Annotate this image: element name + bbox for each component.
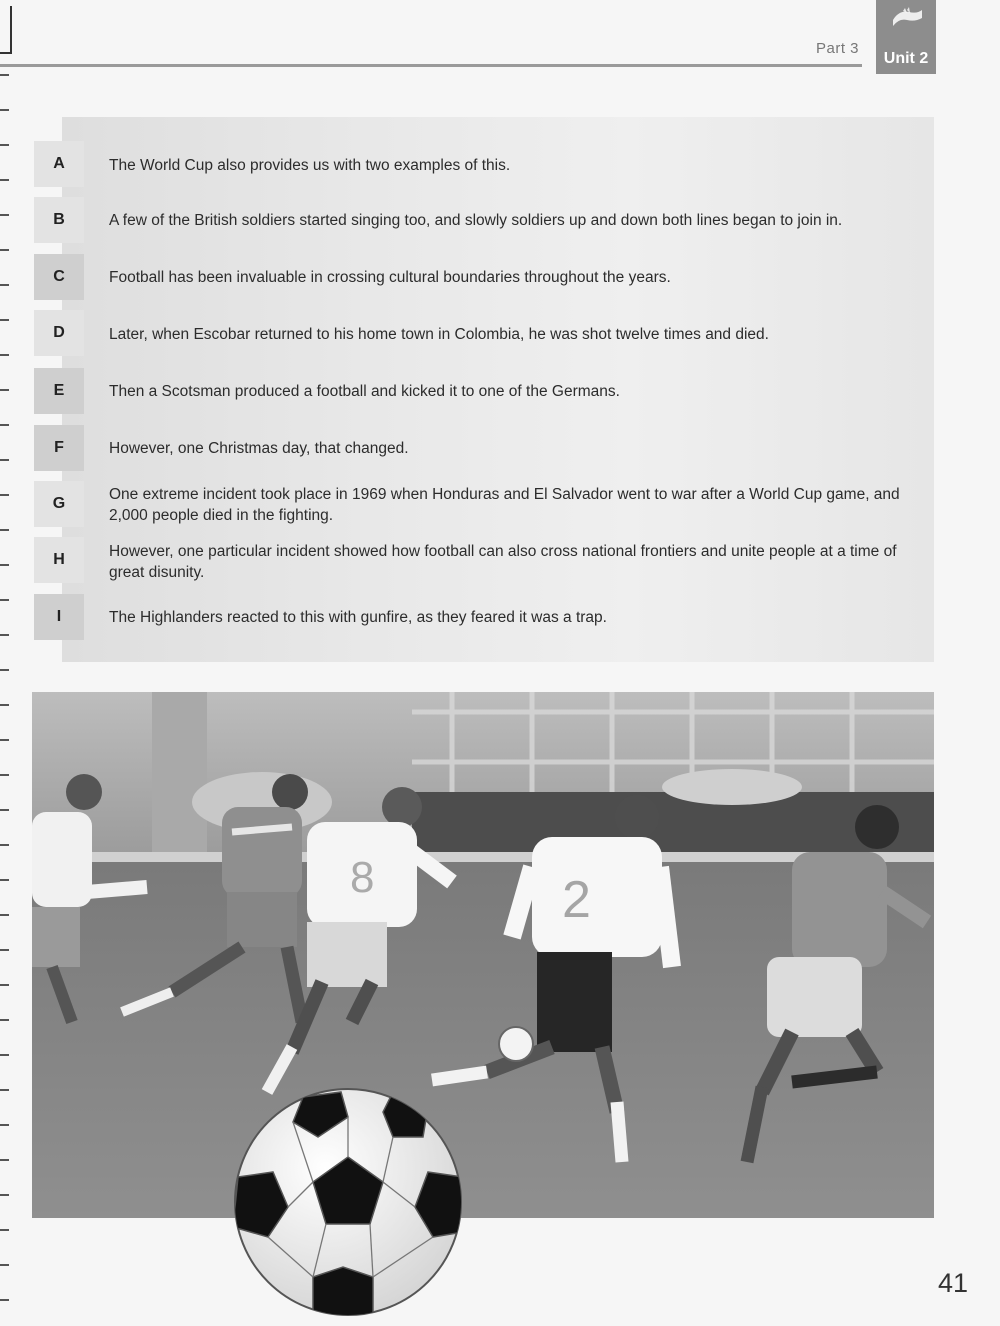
- binder-tick: [0, 1229, 9, 1231]
- binder-tick: [0, 389, 9, 391]
- unit-tab: [876, 0, 936, 74]
- header-rule: [0, 64, 862, 67]
- page-number: 41: [938, 1268, 969, 1298]
- part-label: Part 3: [816, 40, 860, 57]
- sentence-b: A few of the British soldiers started singing too, and slowly soldiers up and down both lines began to join in.: [109, 212, 843, 229]
- sentence-f: However, one Christmas day, that changed.: [109, 440, 409, 457]
- binder-tick: [0, 109, 9, 111]
- parked-car: [662, 769, 802, 805]
- binder-tick: [0, 704, 9, 706]
- jersey-number: 2: [562, 871, 591, 929]
- sentence-i: The Highlanders reacted to this with gunfire, as they feared it was a trap.: [109, 609, 607, 626]
- binder-tick: [0, 494, 9, 496]
- binder-tick: [0, 774, 9, 776]
- binder-tick: [0, 179, 9, 181]
- sentence-g: One extreme incident took place in 1969 when Honduras and El Salvador went to war after a World Cup game, and 2,000 people died in the fighting.: [109, 486, 900, 524]
- binder-tick: [0, 529, 9, 531]
- binder-tick: [0, 599, 9, 601]
- binder-tick: [0, 1299, 9, 1301]
- binder-tick: [0, 1124, 9, 1126]
- binder-tick: [0, 1019, 9, 1021]
- sentence-d: Later, when Escobar returned to his home town in Colombia, he was shot twelve times and died.: [109, 326, 769, 343]
- scroll-icon: [889, 6, 925, 28]
- binder-tick: [0, 354, 9, 356]
- corner-bracket: [0, 6, 12, 54]
- letter-e: E: [34, 368, 84, 414]
- binder-tick: [0, 949, 9, 951]
- binder-tick: [0, 984, 9, 986]
- binder-tick: [0, 1054, 9, 1056]
- binder-tick: [0, 809, 9, 811]
- binder-tick: [0, 459, 9, 461]
- football-photo: [32, 692, 934, 1218]
- binder-tick: [0, 284, 9, 286]
- letter-h: H: [34, 537, 84, 583]
- binder-tick: [0, 669, 9, 671]
- binder-tick: [0, 564, 9, 566]
- binder-margin: [0, 0, 14, 1326]
- binder-tick: [0, 214, 9, 216]
- binder-tick: [0, 1159, 9, 1161]
- binder-tick: [0, 739, 9, 741]
- binder-tick: [0, 634, 9, 636]
- binder-tick: [0, 1194, 9, 1196]
- letter-g: G: [34, 481, 84, 527]
- binder-tick: [0, 1264, 9, 1266]
- letter-b: B: [34, 197, 84, 243]
- binder-tick: [0, 249, 9, 251]
- sentence-e: Then a Scotsman produced a football and kicked it to one of the Germans.: [109, 383, 620, 400]
- binder-tick: [0, 74, 9, 76]
- letter-column: [34, 137, 84, 642]
- binder-tick: [0, 144, 9, 146]
- letter-a: A: [34, 141, 84, 187]
- letter-d: D: [34, 310, 84, 356]
- binder-tick: [0, 424, 9, 426]
- binder-tick: [0, 914, 9, 916]
- match-ball: [499, 1027, 533, 1061]
- unit-label: Unit 2: [883, 50, 929, 67]
- letter-c: C: [34, 254, 84, 300]
- sentence-c: Football has been invaluable in crossing cultural boundaries throughout the years.: [109, 269, 671, 286]
- binder-tick: [0, 319, 9, 321]
- jersey-number: 8: [350, 853, 375, 902]
- sentence-h: However, one particular incident showed how football can also cross national frontiers and unite people at a time of great disunity.: [109, 543, 897, 581]
- letter-f: F: [34, 425, 84, 471]
- sentence-a: The World Cup also provides us with two examples of this.: [109, 157, 511, 174]
- binder-tick: [0, 844, 9, 846]
- binder-tick: [0, 1089, 9, 1091]
- binder-tick: [0, 879, 9, 881]
- football-icon: [233, 1087, 463, 1317]
- letter-i: I: [34, 594, 84, 640]
